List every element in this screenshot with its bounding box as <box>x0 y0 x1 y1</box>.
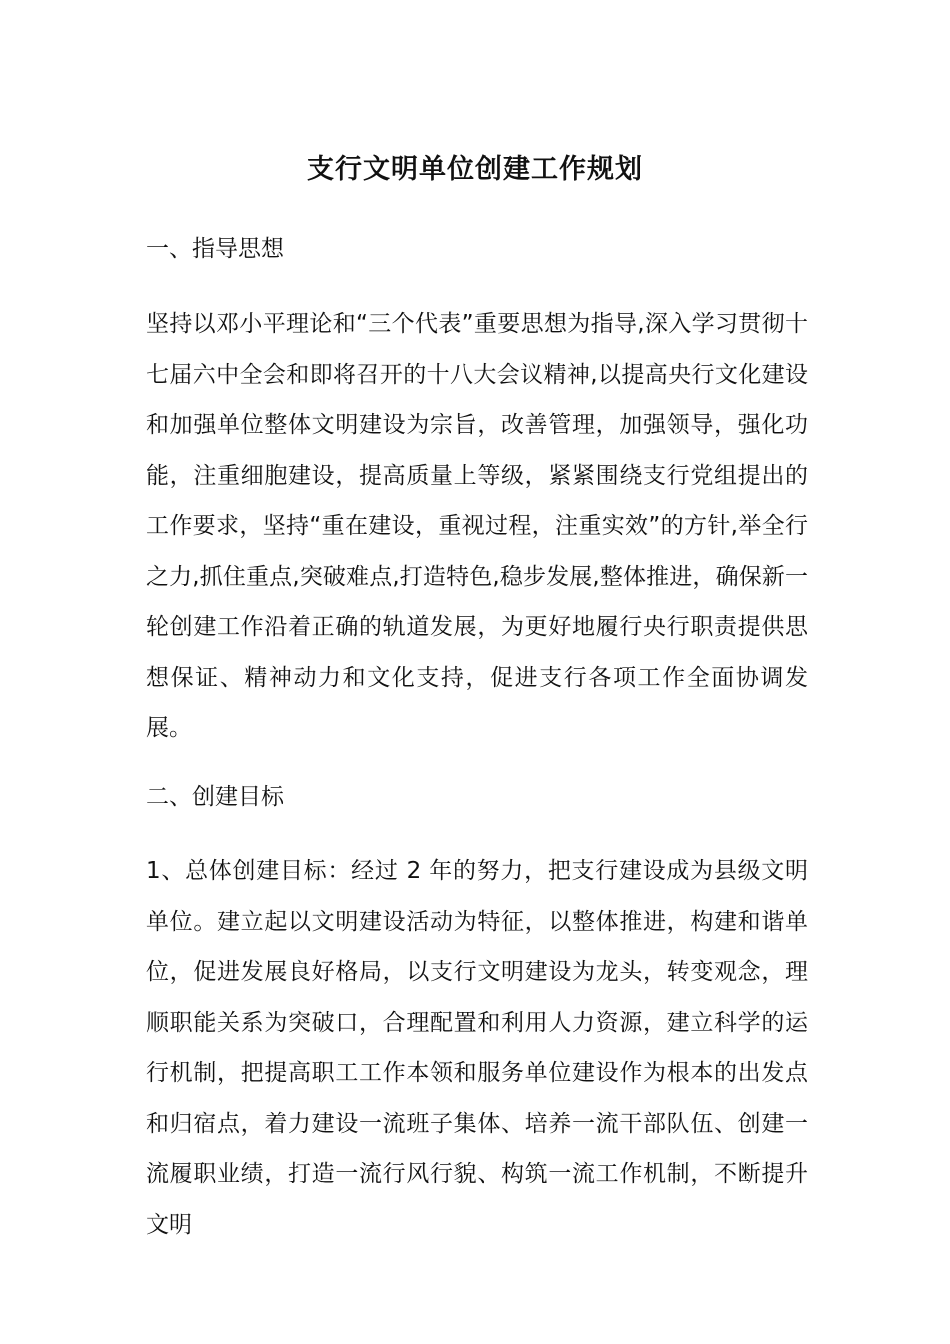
section-paragraph-guiding-ideology: 坚持以邓小平理论和“三个代表”重要思想为指导,深入学习贯彻十七届六中全会和即将召开的十八大会议精神,以提高央行文化建设和加强单位整体文明建设为宗旨，改善管理，加强领导，强化功能，注重细胞建设，提高质量上等级，紧紧围绕支行党组提出的工作要求，坚持“重在建设，重视过程，注重实效”的方针,举全行之力,抓住重点,突破难点,打造特色,稳步发展,整体推进，确保新一轮创建工作沿着正确的轨道发展，为更好地履行央行职责提供思想保证、精神动力和文化支持，促进支行各项工作全面协调发展。 <box>146 311 808 741</box>
section-heading-creation-goals: 二、创建目标 <box>146 784 284 810</box>
section-heading-guiding-ideology: 一、指导思想 <box>146 236 284 262</box>
document-title: 支行文明单位创建工作规划 <box>307 154 643 185</box>
section-paragraph-overall-goal: 1、总体创建目标：经过 2 年的努力，把支行建设成为县级文明单位。建立起以文明建设活动为特征，以整体推进，构建和谐单位，促进发展良好格局，以支行文明建设为龙头，转变观念，理顺职能关系为突破口，合理配置和利用人力资源，建立科学的运行机制，把提高职工工作本领和服务单位建设作为根本的出发点和归宿点，着力建设一流班子集体、培养一流干部队伍、创建一流履职业绩，打造一流行风行貌、构筑一流工作机制，不断提升文明 <box>146 858 808 1238</box>
